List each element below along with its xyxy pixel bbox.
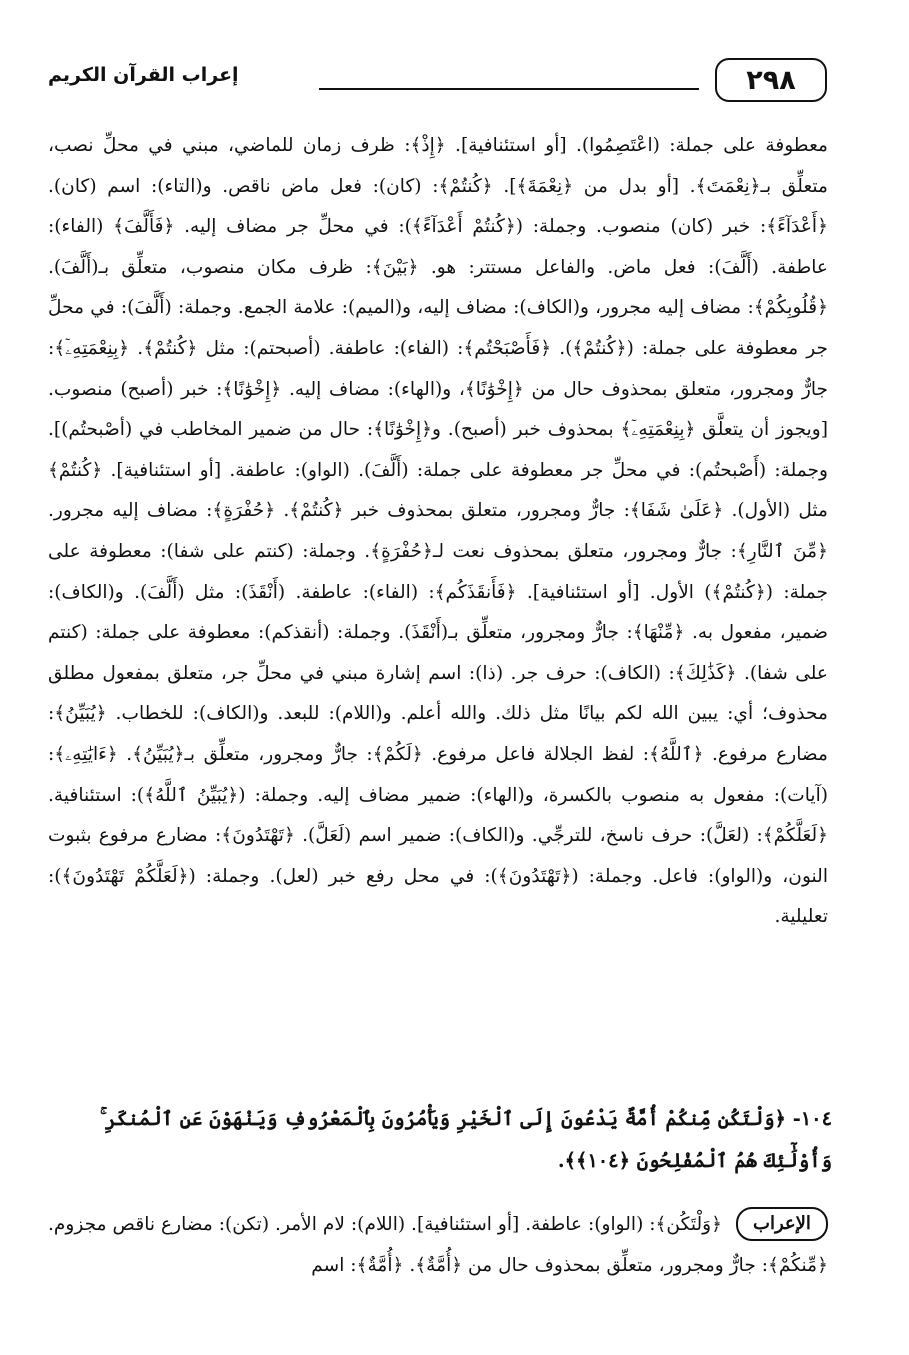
header-rule: [319, 88, 699, 90]
quran-verse: [52, 1098, 832, 1182]
irab-badge: الإعراب: [736, 1207, 828, 1241]
running-title: إعراب القرآن الكريم: [48, 64, 239, 86]
page-number-badge: [715, 58, 827, 102]
irab-block: [48, 1205, 828, 1286]
commentary-paragraph: معطوفة على جملة: (اعْتَصِمُوا). [أو استئنافية]. ﴿إِذْ﴾: ظرف زمان للماضي، مبني في محلِّ نصب، متعلِّق بـ﴿نِعْمَتَ﴾. [أو بدل من ﴿نِعْمَةَ﴾]. ﴿كُنتُمْ﴾: (كان): فعل ماض ناقص. و(التاء): اسم (كان). ﴿أَعْدَآءً﴾: خبر (كان) منصوب. وجملة: (﴿كُنتُمْ أَعْدَآءً﴾): في محلِّ جر مضاف إليه. ﴿فَأَلَّفَ﴾ (الفاء): عاطفة. (أَلَّفَ): فعل ماض. والفاعل مستتر: هو. ﴿بَيْنَ﴾: ظرف مكان منصوب، متعلِّق بـ(أَلَّفَ). ﴿قُلُوبِكُمْ﴾: مضاف إليه مجرور، و(الكاف): مضاف إليه، و(الميم): علامة الجمع. وجملة: (أَلَّفَ): في محلِّ جر معطوفة على جملة: (﴿كُنتُمْ﴾). ﴿فَأَصْبَحْتُم﴾: (الفاء): عاطفة. (أصبحتم): مثل ﴿كُنتُمْ﴾. ﴿بِنِعْمَتِهِۦٓ﴾: جارٌّ ومجرور، متعلق بمحذوف حال من ﴿إِخْوَٰنًا﴾، و(الهاء): مضاف إليه. ﴿إِخْوَٰنًا﴾: خبر (أصبح) منصوب. [ويجوز أن يتعلَّق ﴿بِنِعْمَتِهِۦٓ﴾ بمحذوف خبر (أصبح). و﴿إِخْوَٰنًا﴾: حال من ضمير المخاطب في (أصْبحتُم)]. وجملة: (أَصْبحتُم): في محلِّ جر معطوفة على جملة: (أَلَّفَ). (الواو): عاطفة. [أو استئنافية]. ﴿كُنتُمْ﴾ مثل (الأول). ﴿عَلَىٰ شَفَا﴾: جارٌّ ومجرور، متعلق بمحذوف خبر ﴿كُنتُمْ﴾. ﴿حُفْرَةٍ﴾: مضاف إليه مجرور. ﴿مِّنَ ٱلنَّارِ﴾: جارٌّ ومجرور، متعلق بمحذوف نعت لـ﴿حُفْرَةٍ﴾. وجملة: (كنتم على شفا): معطوفة على جملة: (﴿كُنتُمْ﴾) الأول. [أو استئنافية]. ﴿فَأَنقَذَكُم﴾: (الفاء): عاطفة. (أَنْقَذَ): مثل (أَلَّفَ). و(الكاف): ضمير، مفعول به. ﴿مِّنْهَا﴾: جارٌّ ومجرور، متعلِّق بـ(أَنْقَذَ). وجملة: (أنقذكم): معطوفة على جملة: (كنتم على شفا). ﴿كَذَٰلِكَ﴾: (الكاف): حرف جر. (ذا): اسم إشارة مبني في محلِّ جر، متعلق بمفعول مطلق محذوف؛ أي: يبين الله لكم بيانًا مثل ذلك. والله أعلم. و(اللام): للبعد. و(الكاف): للخطاب. ﴿يُبَيِّنُ﴾: مضارع مرفوع. ﴿ٱللَّهُ﴾: لفظ الجلالة فاعل مرفوع. ﴿لَكُمْ﴾: جارٌّ ومجرور، متعلِّق بـ﴿يُبَيِّنُ﴾. ﴿ءَايَٰتِهِۦ﴾: (آيات): مفعول به منصوب بالكسرة، و(الهاء): ضمير مضاف إليه. وجملة: (﴿يُبَيِّنُ ٱللَّهُ﴾): استئنافية. ﴿لَعَلَّكُمْ﴾: (لعَلَّ): حرف ناسخ، للترجِّي. و(الكاف): ضمير اسم (لَعَلَّ). ﴿تَهْتَدُونَ﴾: مضارع مرفوع بثبوت النون، و(الواو): فاعل. وجملة: (﴿تَهْتَدُونَ﴾): في محل رفع خبر (لعل). وجملة: (﴿لَعَلَّكُمْ تَهْتَدُونَ﴾): تعليلية.: [48, 135, 829, 928]
verse-text: ﴿وَلْتَكُن مِّنكُمْ أُمَّةٌ يَدْعُونَ إِلَى ٱلْخَيْرِ وَيَأْمُرُونَ بِٱلْمَعْرُوفِ وَيَنْهَوْنَ عَنِ ٱلْمُنكَرِ ۚ وَأُوْلَٰٓئِكَ هُمُ ٱلْمُفْلِحُونَ ﴿١٠٤﴾﴾.: [100, 1107, 832, 1172]
commentary-block: [48, 126, 828, 938]
page-number: ٢٩٨: [746, 64, 796, 96]
page-header: [48, 58, 827, 102]
verse-number: ١٠٤-: [792, 1107, 832, 1130]
irab-paragraph: ﴿وَلْتَكُن﴾: (الواو): عاطفة. [أو استئنافية]. (اللام): لام الأمر. (تكن): مضارع ناقص مجزوم. ﴿مِّنكُمْ﴾: جارٌّ ومجرور، متعلِّق بمحذوف حال من ﴿أُمَّةٌ﴾. ﴿أُمَّةٌ﴾: اسم: [48, 1214, 828, 1276]
